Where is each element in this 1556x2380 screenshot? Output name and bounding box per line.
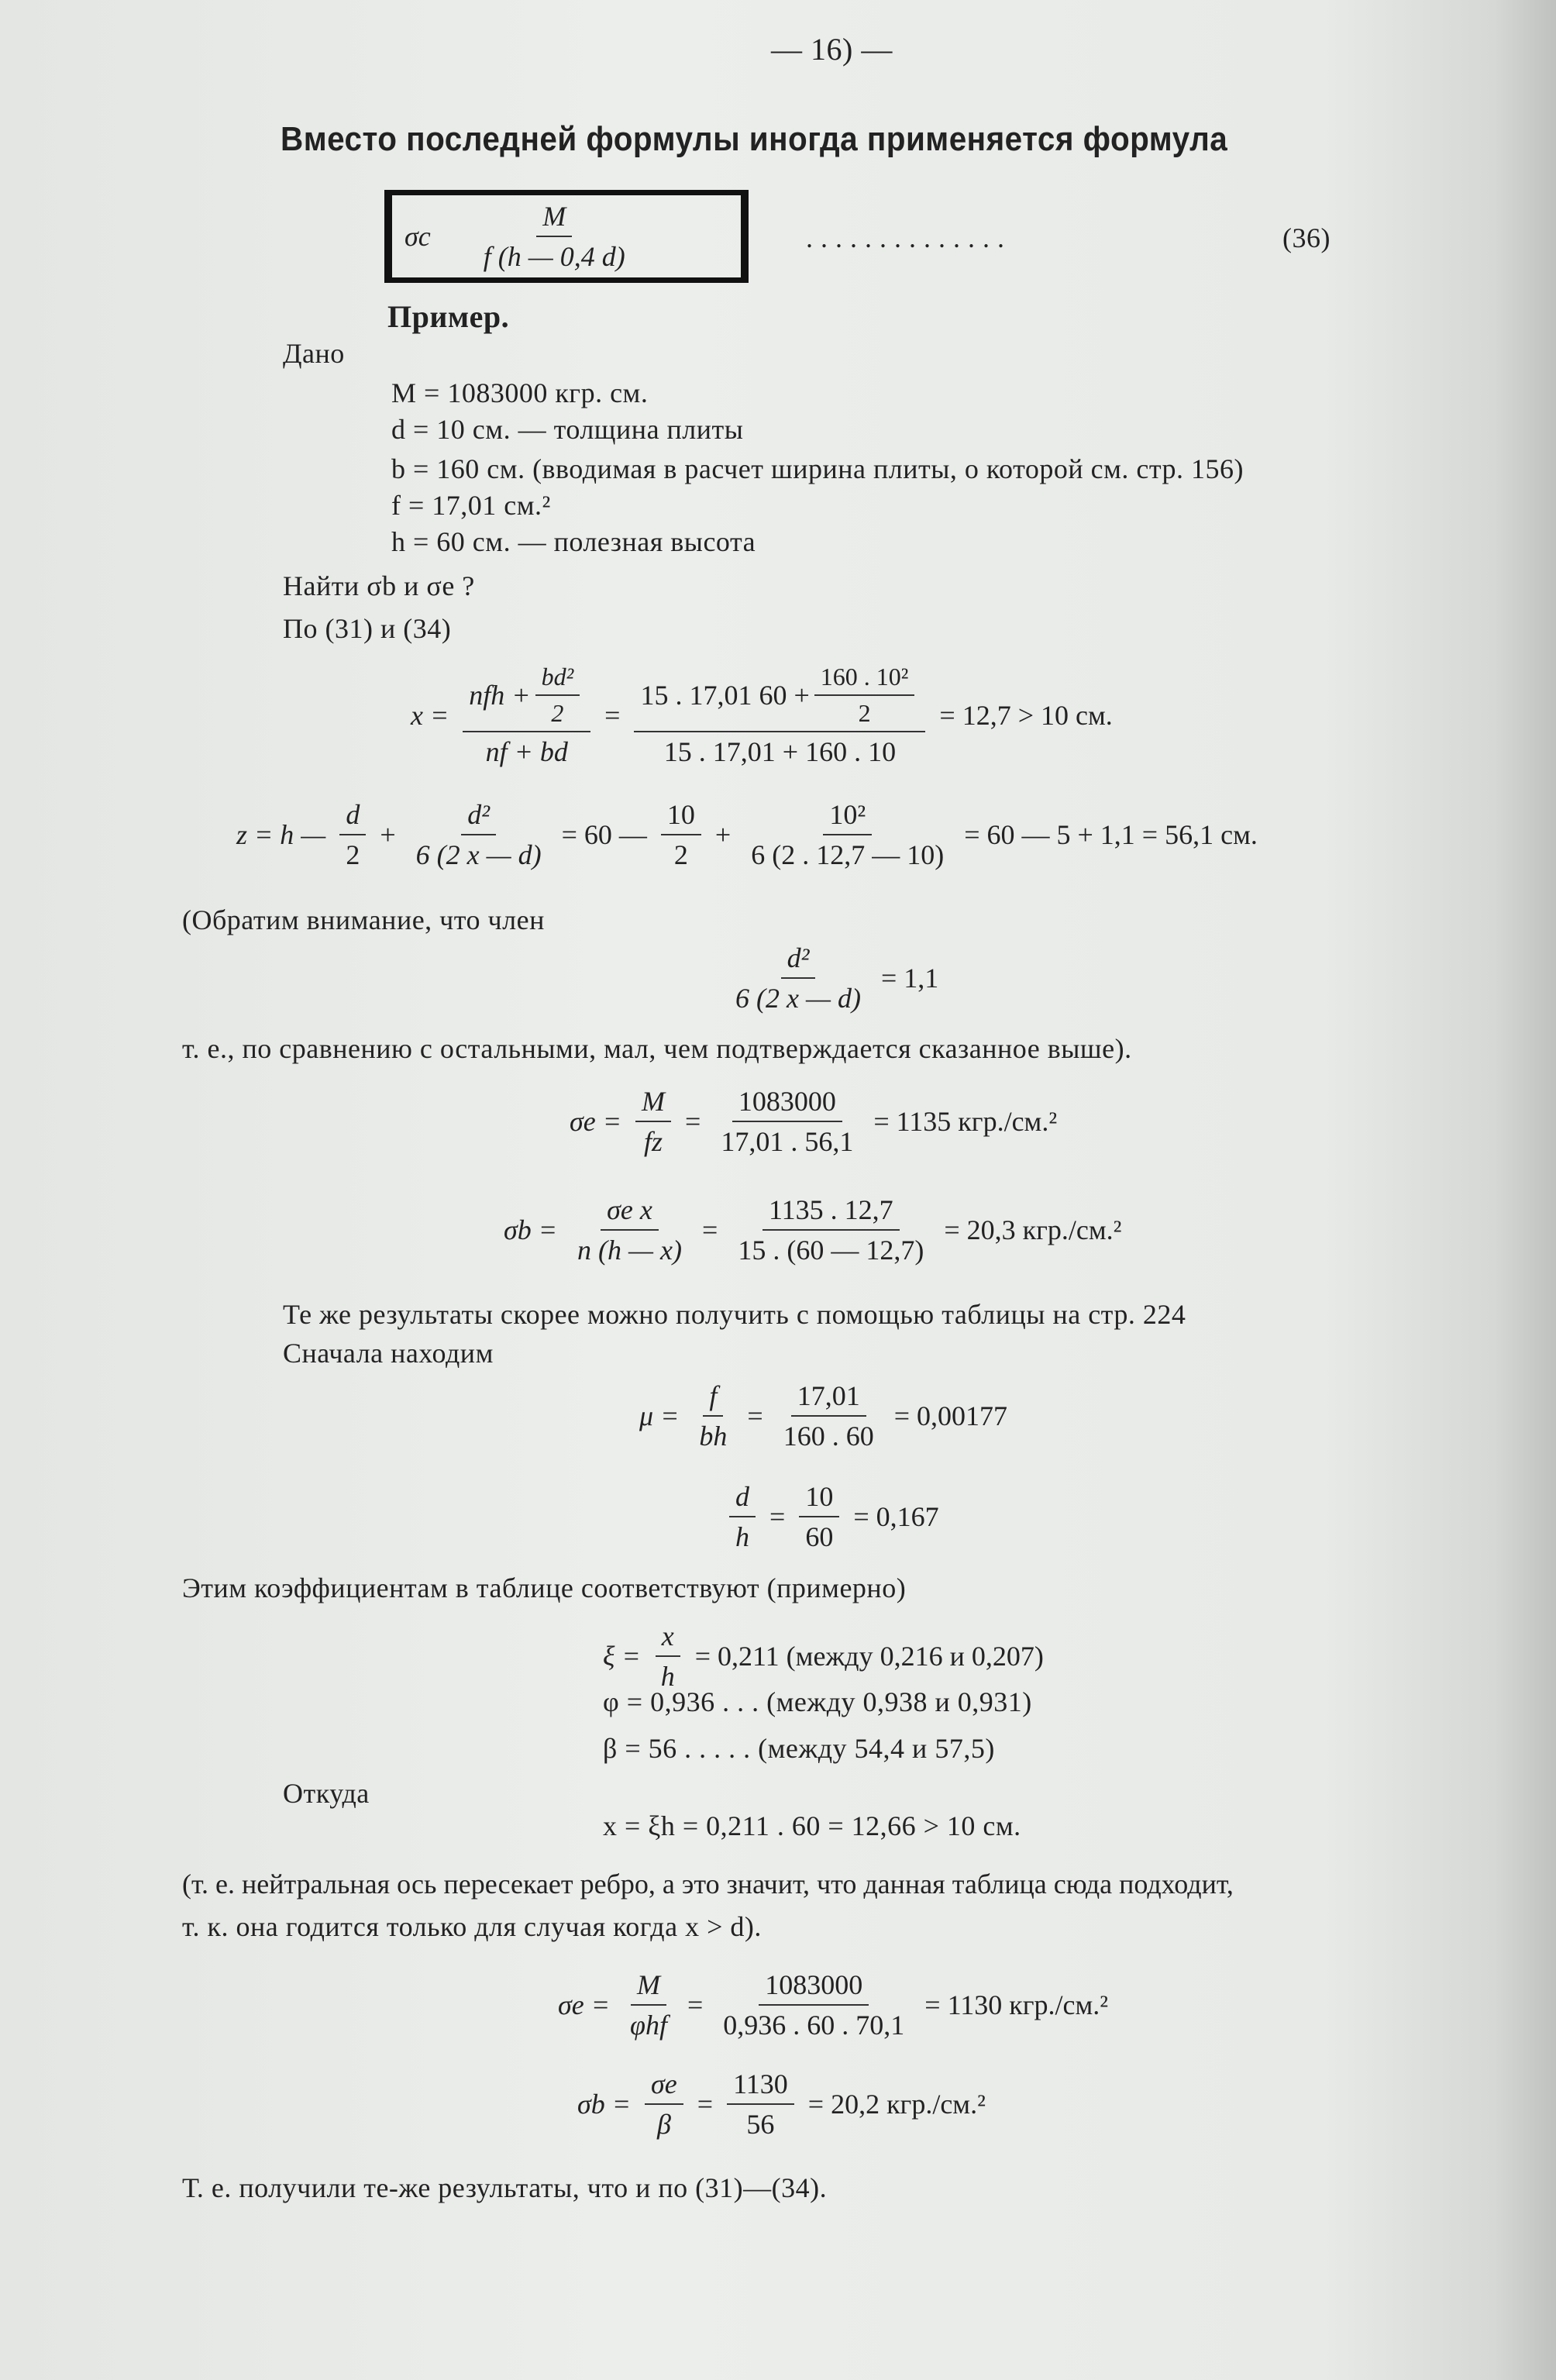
eq-term: 17,01 . 56,1: [721, 1126, 854, 1157]
equation-x2: x = ξh = 0,211 . 60 = 12,66 > 10 см.: [603, 1810, 1021, 1841]
formula-lhs: σc: [404, 221, 431, 252]
eq-term: 17,01: [791, 1379, 866, 1417]
eq-lhs: z = h —: [236, 819, 326, 850]
eq-term: 1083000: [732, 1085, 842, 1122]
eq-lhs: σb =: [504, 1214, 558, 1245]
eq-term: bd²: [535, 663, 580, 696]
given-item: d = 10 см. — толщина плиты: [391, 414, 744, 445]
equation-sigma-b: [504, 1193, 1121, 1266]
eq-term: 6 (2 . 12,7 — 10): [751, 839, 945, 870]
eq-lhs: x =: [411, 700, 449, 731]
eq-sign: =: [687, 1989, 704, 2020]
beta-line: β = 56 . . . . . (между 54,4 и 57,5): [603, 1733, 995, 1764]
eq-term: M: [631, 1968, 666, 2006]
note-fraction: [725, 942, 938, 1014]
eq-result: = 0,211 (между 0,216 и 0,207): [694, 1641, 1044, 1672]
eq-term: h: [660, 1661, 675, 1692]
eq-term: 15 . (60 — 12,7): [738, 1235, 924, 1266]
by-text: По (31) и (34): [283, 613, 452, 644]
eq-term: 2: [346, 839, 360, 870]
eq-term: n (h — x): [577, 1235, 683, 1266]
eq-term: 1130: [727, 2068, 794, 2105]
whence-text: Откуда: [283, 1778, 370, 1809]
note-end: т. е., по сравнению с остальными, мал, чем подтверждается сказанное выше).: [182, 1033, 1132, 1064]
eq-result: = 20,2 кгр./см.²: [807, 2089, 986, 2120]
eq-result: = 0,167: [853, 1501, 939, 1532]
eq-sign: = 60 —: [561, 819, 647, 850]
equation-d-over-h: [725, 1480, 939, 1553]
eq-term: 1083000: [759, 1968, 869, 2006]
eq-sign: =: [604, 700, 621, 731]
equation-sigma-e-2: [558, 1968, 1108, 2041]
eq-sign: =: [747, 1400, 763, 1431]
eq-lhs: σe =: [558, 1989, 611, 2020]
intro-heading: Вместо последней формулы иногда применяется формула: [281, 120, 1228, 158]
eq-term: 2: [858, 699, 871, 727]
eq-term: σe x: [601, 1193, 659, 1231]
eq-term: h: [735, 1521, 749, 1552]
eq-term: f: [703, 1379, 723, 1417]
eq-term: σe: [645, 2068, 683, 2105]
formula-num: M: [536, 200, 572, 237]
eq-term: bh: [699, 1421, 728, 1452]
eq-term: fz: [644, 1126, 663, 1157]
eq-term: 1135 . 12,7: [763, 1193, 900, 1231]
eq-sign: =: [685, 1106, 701, 1137]
eq-term: nfh +: [469, 680, 531, 711]
eq-term: 160 . 10²: [814, 663, 915, 696]
eq-result: = 1130 кгр./см.²: [924, 1989, 1109, 2020]
note2-line2: т. к. она годится только для случая когда x > d).: [182, 1911, 762, 1942]
formula-number: (36): [1282, 222, 1331, 253]
equation-xi: [603, 1620, 1044, 1693]
eq-sign: =: [702, 1214, 718, 1245]
eq-result: = 1,1: [880, 963, 939, 994]
eq-term: 10: [661, 798, 701, 835]
given-label: Дано: [283, 338, 345, 369]
equation-sigma-b-2: [577, 2068, 986, 2141]
eq-lhs: ξ =: [603, 1641, 641, 1672]
given-item: b = 160 см. (вводимая в расчет ширина плиты, о которой см. стр. 156): [391, 453, 1244, 484]
formula-leader: . . . . . . . . . . . . . .: [806, 222, 1005, 253]
table-text: Те же результаты скорее можно получить с помощью таблицы на стр. 224: [283, 1299, 1186, 1330]
eq-term: 0,936 . 60 . 70,1: [723, 2010, 905, 2041]
eq-term: 160 . 60: [783, 1421, 874, 1452]
eq-sign: +: [714, 819, 732, 850]
note2-line1: (т. е. нейтральная ось пересекает ребро, а это значит, что данная таблица сюда подходит,: [182, 1869, 1234, 1900]
eq-term: φhf: [630, 2010, 667, 2041]
eq-result: = 12,7 > 10 см.: [939, 700, 1113, 731]
eq-term: M: [635, 1085, 671, 1122]
first-text: Сначала находим: [283, 1338, 494, 1369]
conclusion-text: Т. е. получили те-же результаты, что и по (31)—(34).: [182, 2172, 828, 2203]
eq-term: 10²: [823, 798, 872, 835]
given-item: M = 1083000 кгр. см.: [391, 377, 649, 408]
eq-term: 15 . 17,01 60 +: [640, 680, 810, 711]
coefficients-text: Этим коэффициентам в таблице соответствуют (примерно): [182, 1572, 907, 1603]
eq-term: d: [339, 798, 366, 835]
eq-term: 2: [673, 839, 688, 870]
equation-x: [411, 663, 1113, 768]
formula-36-box: [384, 190, 749, 283]
eq-term: x: [656, 1620, 680, 1657]
eq-term: d: [729, 1480, 756, 1517]
given-item: h = 60 см. — полезная высота: [391, 526, 756, 557]
eq-term: 56: [746, 2109, 775, 2140]
eq-result: = 1135 кгр./см.²: [873, 1106, 1058, 1137]
eq-term: 6 (2 x — d): [735, 983, 861, 1014]
given-item: f = 17,01 см.²: [391, 490, 551, 521]
equation-mu: [639, 1379, 1007, 1452]
eq-term: 6 (2 x — d): [415, 839, 542, 870]
find-text: Найти σb и σe ?: [283, 570, 475, 601]
eq-result: = 0,00177: [893, 1400, 1007, 1431]
note-intro: (Обратим внимание, что член: [182, 904, 545, 935]
eq-term: 60: [805, 1521, 834, 1552]
equation-sigma-e: [570, 1085, 1057, 1158]
equation-z: [236, 798, 1258, 871]
eq-term: d²: [781, 942, 816, 979]
eq-term: 10: [799, 1480, 839, 1517]
eq-term: 2: [551, 699, 564, 727]
page-number: — 16) —: [771, 32, 893, 67]
eq-result: = 60 — 5 + 1,1 = 56,1 см.: [964, 819, 1258, 850]
eq-term: β: [656, 2109, 671, 2140]
eq-term: 15 . 17,01 + 160 . 10: [663, 736, 897, 767]
example-heading: Пример.: [387, 299, 510, 334]
eq-lhs: σe =: [570, 1106, 622, 1137]
eq-lhs: σb =: [577, 2089, 632, 2120]
eq-term: nf + bd: [485, 736, 568, 767]
eq-sign: =: [697, 2089, 714, 2120]
eq-sign: =: [769, 1501, 786, 1532]
formula-den: f (h — 0,4 d): [483, 241, 625, 272]
eq-result: = 20,3 кгр./см.²: [944, 1214, 1122, 1245]
eq-term: d²: [461, 798, 496, 835]
eq-lhs: μ =: [639, 1400, 680, 1431]
phi-line: φ = 0,936 . . . (между 0,938 и 0,931): [603, 1686, 1032, 1717]
eq-sign: +: [380, 819, 396, 850]
